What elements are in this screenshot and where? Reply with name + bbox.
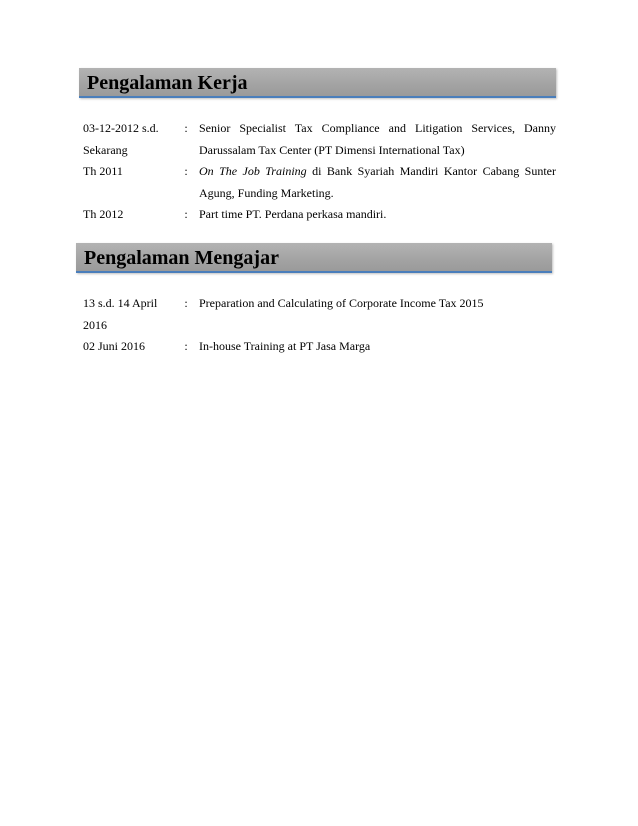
entry-description: In-house Training at PT Jasa Marga (199, 339, 371, 353)
entry-separator: : (184, 296, 188, 310)
list-item (83, 118, 556, 161)
section-header-pengalaman-kerja (79, 68, 556, 98)
entry-date: 03-12-2012 s.d. Sekarang (83, 121, 159, 157)
entry-separator: : (184, 121, 188, 135)
entry-date: Th 2011 (83, 164, 123, 178)
entry-separator: : (184, 207, 188, 221)
list-item (83, 161, 556, 204)
entry-description-rest: di Bank Syariah Mandiri Kantor Cabang Sunter Agung, Funding Marketing. (199, 164, 556, 200)
entry-separator: : (184, 164, 188, 178)
entry-description: Part time PT. Perdana perkasa mandiri. (199, 207, 387, 221)
list-item (83, 204, 556, 226)
section-title: Pengalaman Mengajar (84, 247, 279, 269)
section-header-pengalaman-mengajar (76, 243, 552, 273)
entry-description (199, 161, 556, 204)
entry-description: Preparation and Calculating of Corporate Income Tax 2015 (199, 296, 484, 310)
work-experience-list (83, 118, 556, 226)
entry-separator: : (184, 339, 188, 353)
entry-date: 13 s.d. 14 April 2016 (83, 296, 158, 332)
entry-date: Th 2012 (83, 207, 124, 221)
entry-description-italic: On The Job Training (199, 164, 307, 178)
entry-description: Senior Specialist Tax Compliance and Litigation Services, Danny Darussalam Tax Center (PT Dimensi International Tax) (199, 121, 556, 157)
teaching-experience-list (83, 293, 556, 358)
entry-date: 02 Juni 2016 (83, 339, 146, 353)
list-item (83, 293, 556, 336)
section-title: Pengalaman Kerja (87, 72, 248, 94)
list-item (83, 336, 556, 358)
